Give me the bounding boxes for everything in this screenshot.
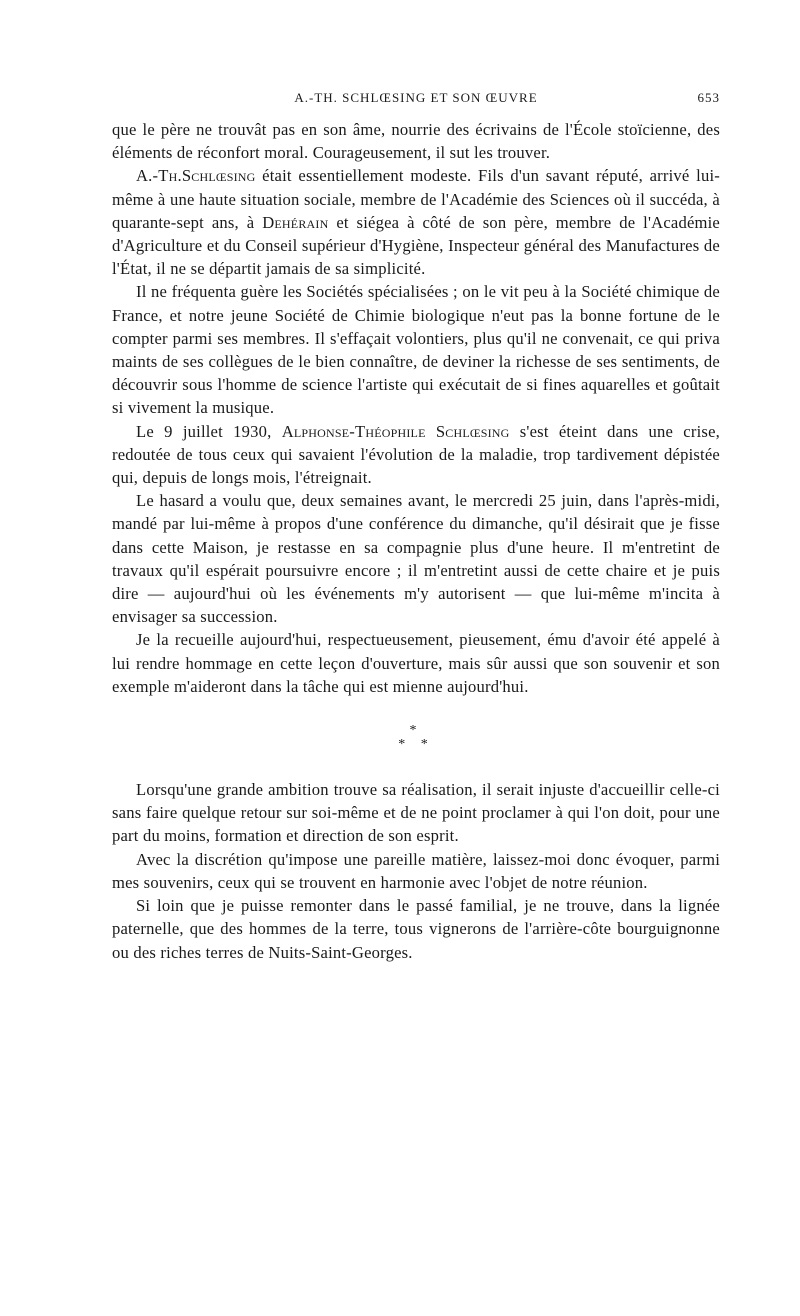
page-number: 653	[697, 90, 720, 105]
paragraph-8: Avec la discrétion qu'impose une pareille matière, laissez-moi donc évoquer, parmi mes souvenirs, ceux qui se trouvent en harmonie avec l'objet de notre réunion.	[112, 849, 720, 892]
paragraph-4	[112, 420, 720, 490]
paragraph-4-part-b: s'est éteint dans une crise, redoutée de tous ceux qui savaient l'évolution de la maladie, trop tardivement dépistée qui, depuis de longs mois, l'étreignait.	[112, 421, 720, 488]
separator-asterisk-top: *	[409, 723, 423, 739]
person-name-schloesing: Th.Schlœsing	[158, 166, 256, 186]
book-page	[112, 90, 720, 964]
paragraph-2-part-a: A.-	[136, 166, 159, 186]
separator-asterisk-bottom: * *	[398, 737, 434, 753]
paragraph-4-part-a: Le 9 juillet 1930,	[136, 421, 282, 441]
paragraph-9: Si loin que je puisse remonter dans le passé familial, je ne trouve, dans la lignée paternelle, que des hommes de la terre, tous vignerons de l'arrière-côte bourguignonne ou des riches terres de Nuits-Saint-Georges.	[112, 896, 720, 962]
paragraph-5: Le hasard a voulu que, deux semaines avant, le mercredi 25 juin, dans l'après-midi, mandé par lui-même à propos d'une conférence du dimanche, qu'il désirait que je fisse dans cette Maison, je restasse en sa compagnie plus d'une heure. Il m'entretint de travaux qu'il espérait poursuivre encore ; il m'entretint aussi de cette chaire et je puis dire — aujourd'hui où les événements m'y autorisent — que lui-même m'incita à envisager sa succession.	[112, 491, 720, 627]
person-name-deherain: Dehérain	[262, 212, 329, 232]
paragraph-6: Je la recueille aujourd'hui, respectueusement, pieusement, ému d'avoir été appelé à lui rendre hommage en cette leçon d'ouverture, mais sûr aussi que son souvenir et son exemple m'aideront dans la tâche qui est mienne aujourd'hui.	[112, 630, 720, 696]
paragraph-7: Lorsqu'une grande ambition trouve sa réalisation, il serait injuste d'accueillir celle-ci sans faire quelque retour sur soi-même et de ne point proclamer à qui l'on doit, pour une part du moins, formation et direction de son esprit.	[112, 780, 720, 846]
section-separator	[112, 698, 720, 758]
running-title: A.-TH. SCHLŒSING ET SON ŒUVRE	[294, 90, 538, 105]
paragraph-3: Il ne fréquenta guère les Sociétés spécialisées ; on le vit peu à la Société chimique de France, et notre jeune Société de Chimie biologique n'eut pas la bonne fortune de le compter parmi ses membres. Il s'effaçait volontiers, plus qu'il ne convenait, ce qui priva maints de ses collègues de le bien connaître, de deviner la richesse de ses sentiments, de découvrir sous l'homme de science l'artiste qui exécutait de si fines aquarelles et goûtait si vivement la musique.	[112, 282, 720, 418]
paragraph-2-part-b: était essentiellement modeste. Fils d'un savant réputé, arrivé lui-même à une haute situation sociale, membre de l'Académie des Sciences où il succéda, à quarante-sept ans, à	[112, 166, 720, 232]
section-gap	[112, 758, 720, 778]
paragraph-2-part-c: et siégea à côté de son père, membre de l'Académie d'Agriculture et du Conseil supérieur d'Hygiène, Inspecteur général des Manufactures de l'État, il ne se départit jamais de sa simplicité.	[112, 212, 720, 279]
paragraph-1: que le père ne trouvât pas en son âme, nourrie des écrivains de l'École stoïcienne, des éléments de réconfort moral. Courageusement, il sut les trouver.	[112, 120, 720, 163]
person-name-alphonse-theophile: Alphonse-Théophile Schlœsing	[281, 421, 510, 441]
paragraph-2	[112, 164, 720, 280]
running-head	[112, 90, 720, 110]
